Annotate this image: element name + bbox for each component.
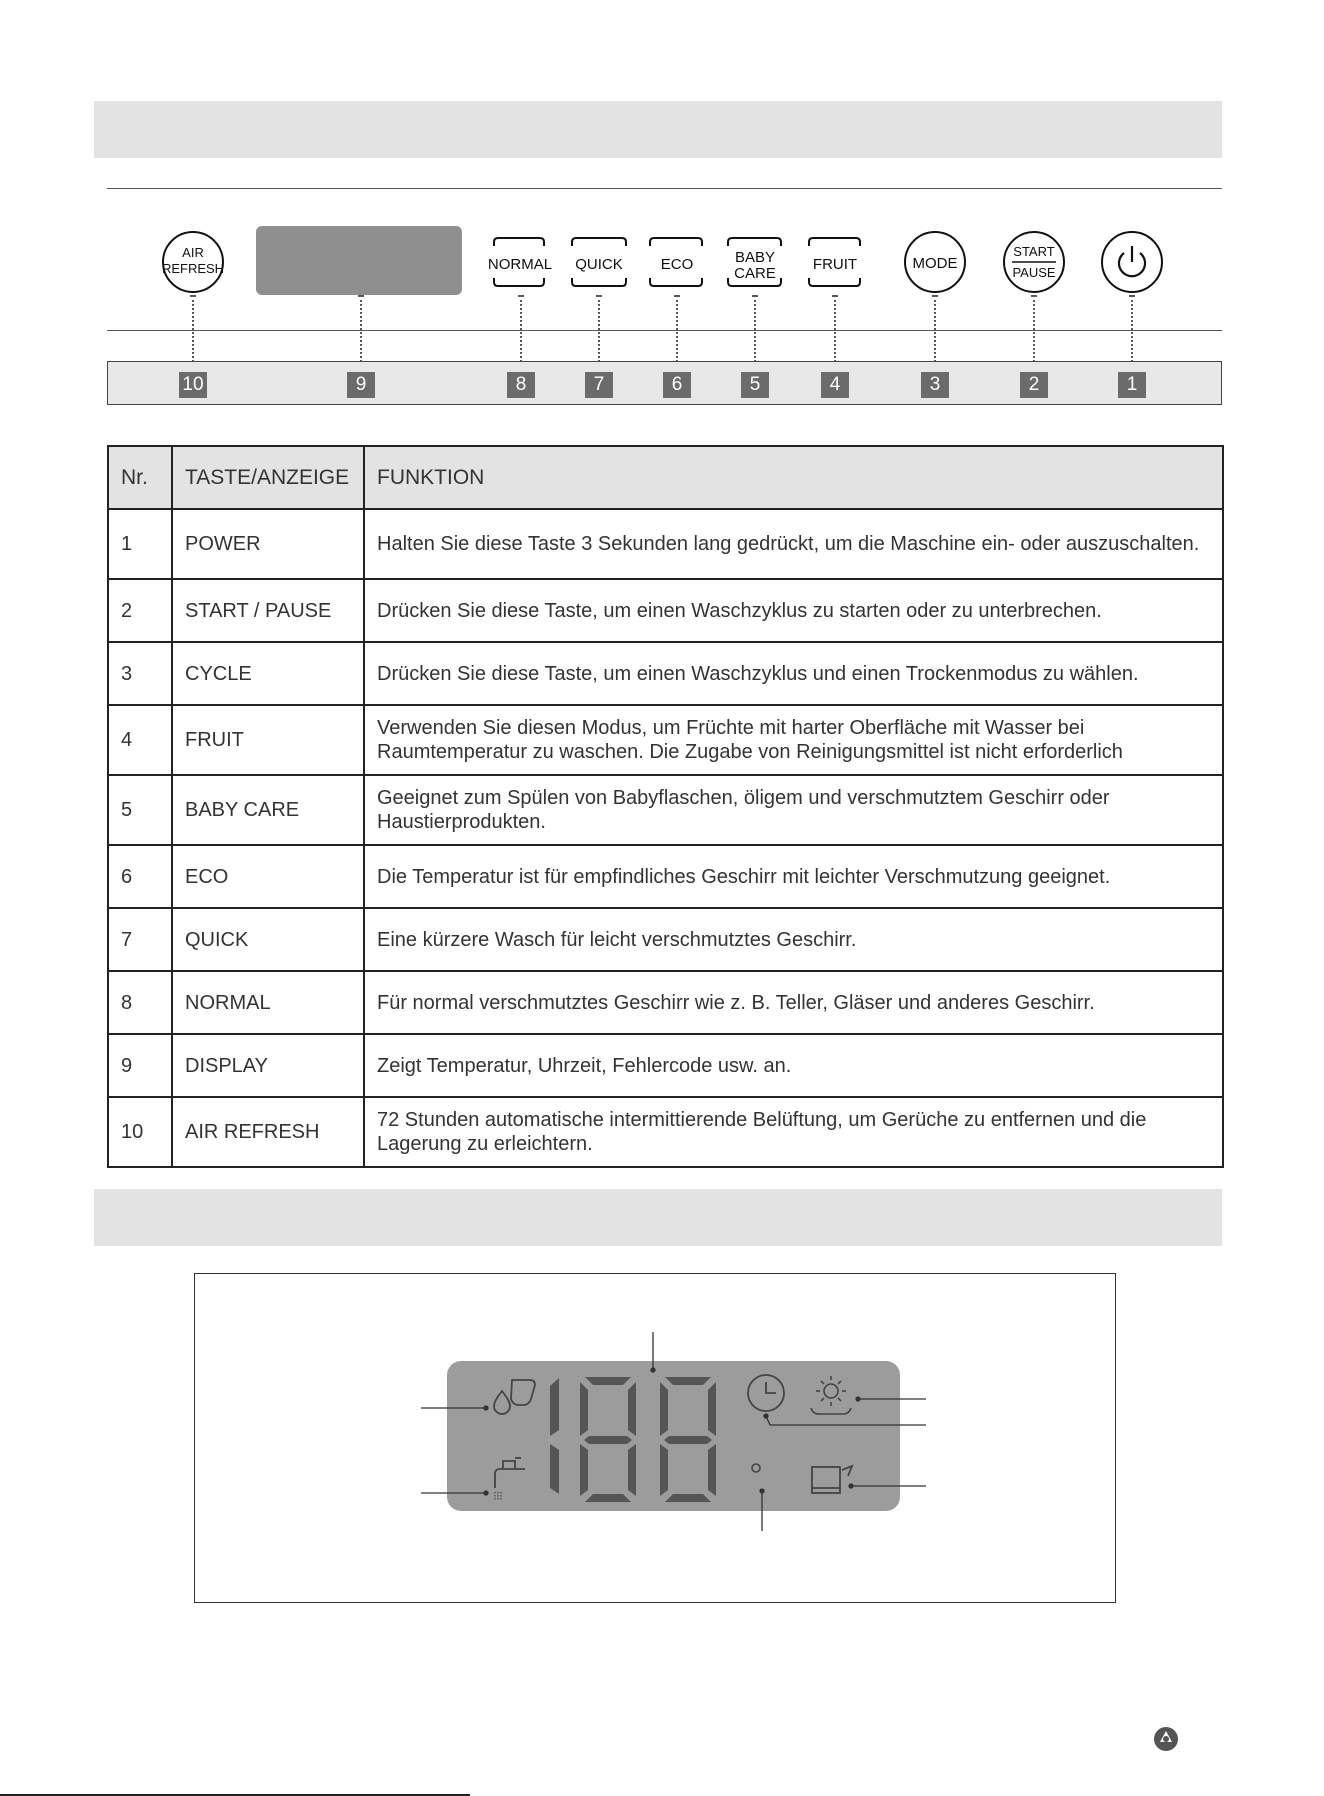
table-row [108,579,1223,642]
cell-taste: BABY CARE [172,775,364,845]
cell-funktion: Verwenden Sie diesen Modus, um Früchte mit harter Oberfläche mit Wasser bei Raumtemperatur zu waschen. Die Zugabe von Reinigungsmittel ist nicht erforderlich [364,705,1223,775]
cell-nr: 4 [108,705,172,775]
cell-funktion: Die Temperatur ist für empfindliches Geschirr mit leichter Verschmutzung geeignet. [364,845,1223,908]
number-badge-1: 1 [1118,372,1146,398]
table-row [108,908,1223,971]
cell-taste: NORMAL [172,971,364,1034]
number-badge-8: 8 [507,372,535,398]
cell-taste: FRUIT [172,705,364,775]
cell-funktion: Geeignet zum Spülen von Babyflaschen, öligem und verschmutztem Geschirr oder Haustierprodukten. [364,775,1223,845]
number-badge-10: 10 [179,372,207,398]
mode-button[interactable] [905,232,965,292]
air-refresh-label-1: AIR [182,245,204,260]
table-row [108,1097,1223,1167]
quick-button[interactable] [572,238,626,286]
cell-nr: 6 [108,845,172,908]
table-row [108,705,1223,775]
cell-taste: QUICK [172,908,364,971]
table-row [108,509,1223,579]
cell-nr: 1 [108,509,172,579]
header-taste: TASTE/ANZEIGE [172,446,364,509]
table-row [108,1034,1223,1097]
number-badge-3: 3 [921,372,949,398]
cell-funktion: Für normal verschmutztes Geschirr wie z. B. Teller, Gläser und anderes Geschirr. [364,971,1223,1034]
cell-nr: 5 [108,775,172,845]
start-label: START [1013,244,1055,259]
table-row [108,775,1223,845]
number-badge-5: 5 [741,372,769,398]
lcd-diagram-frame [194,1273,1116,1603]
cell-taste: ECO [172,845,364,908]
cell-taste: START / PAUSE [172,579,364,642]
function-table [107,445,1224,1168]
eco-button[interactable] [650,238,702,286]
cell-taste: CYCLE [172,642,364,705]
normal-label: NORMAL [487,256,553,273]
cell-funktion: Eine kürzere Wasch für leicht verschmutztes Geschirr. [364,908,1223,971]
cell-nr: 3 [108,642,172,705]
number-badge-7: 7 [585,372,613,398]
pause-label: PAUSE [1012,265,1056,280]
cell-nr: 7 [108,908,172,971]
quick-label: QUICK [575,256,623,273]
display-window [256,226,462,295]
brand-logo [1153,1726,1179,1752]
baby-care-button[interactable] [728,238,781,286]
section-header-band-display [94,1189,1222,1246]
cell-taste: DISPLAY [172,1034,364,1097]
cell-taste: POWER [172,509,364,579]
table-row [108,845,1223,908]
cell-funktion: Drücken Sie diese Taste, um einen Waschzyklus zu starten oder zu unterbrechen. [364,579,1223,642]
cell-nr: 10 [108,1097,172,1167]
air-refresh-button[interactable] [162,232,224,292]
number-badge-6: 6 [663,372,691,398]
start-pause-button[interactable] [1004,232,1064,292]
cell-funktion: 72 Stunden automatische intermittierende Belüftung, um Gerüche zu entfernen und die Lagerung zu erleichtern. [364,1097,1223,1167]
header-funktion: FUNKTION [364,446,1223,509]
cell-nr: 8 [108,971,172,1034]
number-strip [107,361,1222,405]
eco-label: ECO [660,256,694,273]
normal-button[interactable] [488,238,552,286]
control-panel-diagram [0,0,1324,420]
cell-nr: 2 [108,579,172,642]
table-row [108,971,1223,1034]
fruit-button[interactable] [809,238,860,286]
cell-nr: 9 [108,1034,172,1097]
table-row [108,642,1223,705]
number-badge-9: 9 [347,372,375,398]
cell-funktion: Zeigt Temperatur, Uhrzeit, Fehlercode usw. an. [364,1034,1223,1097]
cell-taste: AIR REFRESH [172,1097,364,1167]
mode-label: MODE [912,255,958,272]
cell-funktion: Halten Sie diese Taste 3 Sekunden lang gedrückt, um die Maschine ein- oder auszuschalten. [364,509,1223,579]
cell-funktion: Drücken Sie diese Taste, um einen Waschzyklus und einen Trockenmodus zu wählen. [364,642,1223,705]
air-refresh-label-2: REFRESH [161,261,225,276]
number-badge-2: 2 [1020,372,1048,398]
number-badge-4: 4 [821,372,849,398]
baby-care-label-2: CARE [734,265,776,282]
table-header-row [108,446,1223,509]
fruit-label: FRUIT [812,256,858,273]
header-nr: Nr. [108,446,172,509]
power-button[interactable] [1102,232,1162,292]
baby-care-label-1: BABY [734,249,776,266]
